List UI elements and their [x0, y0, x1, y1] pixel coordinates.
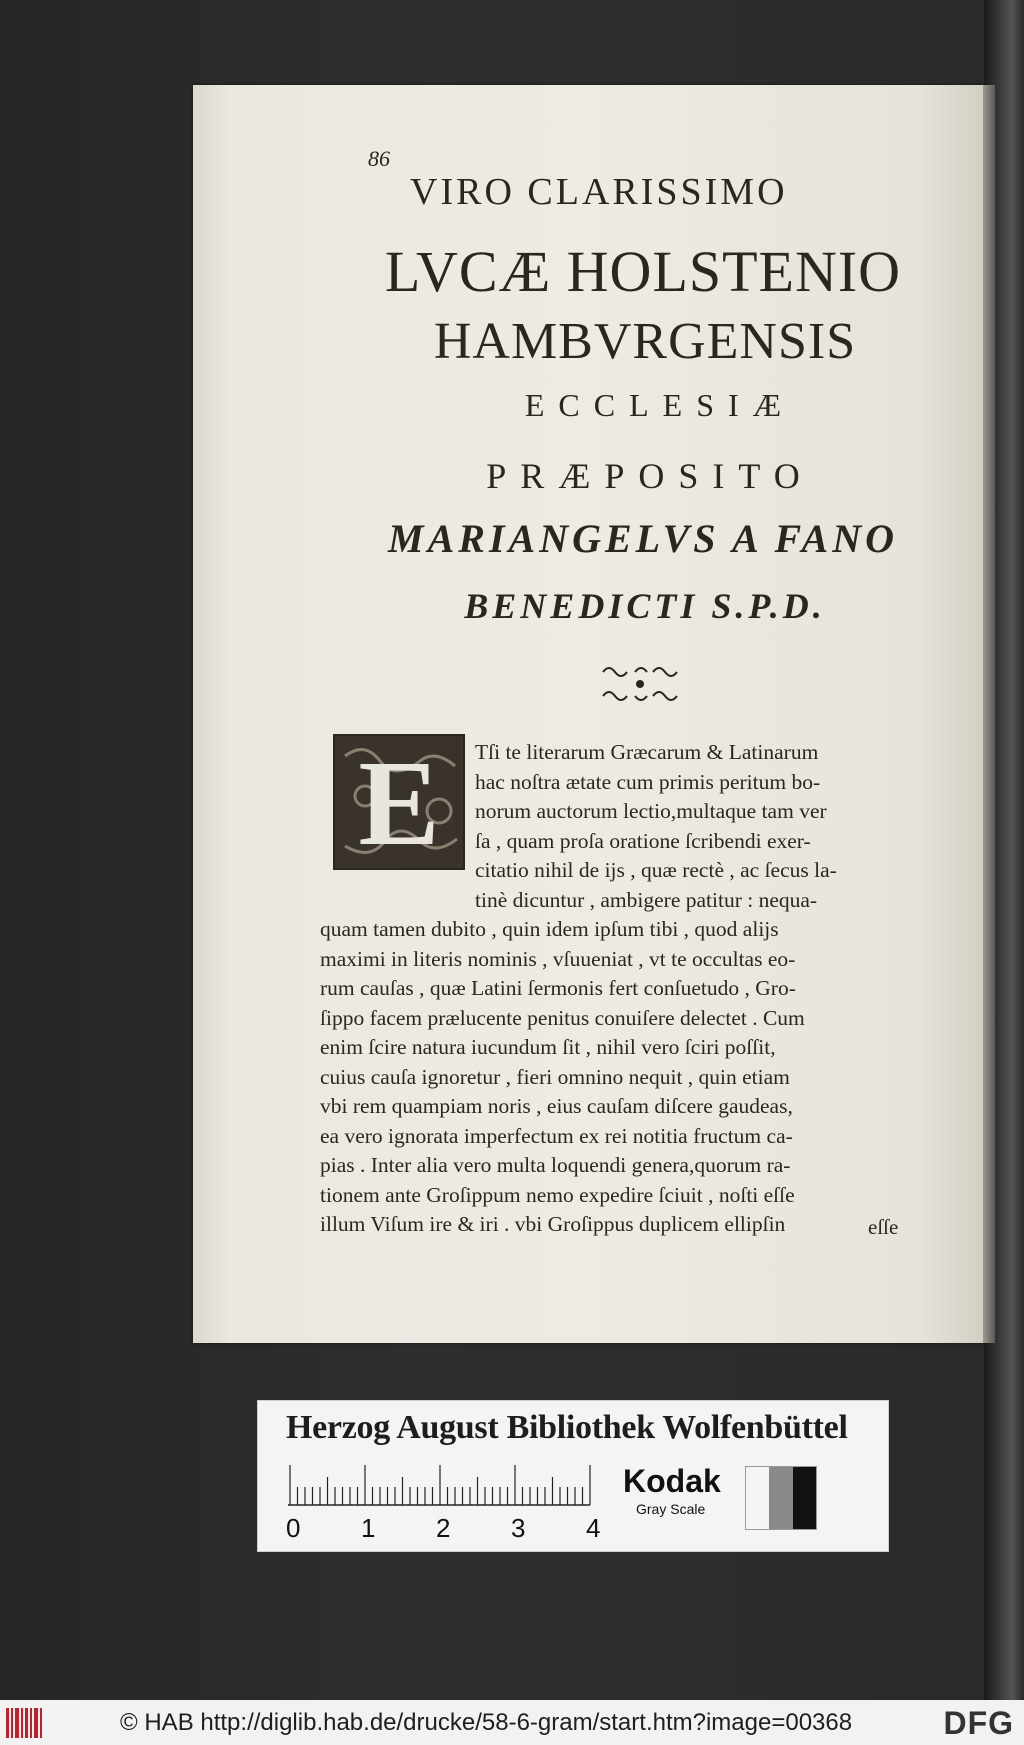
ornament-icon: [595, 662, 685, 706]
library-name: Herzog August Bibliothek Wolfenbüttel: [286, 1409, 848, 1446]
gray-scale-label: Gray Scale: [636, 1501, 706, 1517]
ruler-number: 1: [361, 1513, 376, 1543]
heading-line-4: ECCLESIÆ: [524, 387, 796, 423]
body-line: pias . Inter alia vero multa loquendi genera,quorum ra-: [320, 1153, 791, 1177]
page-number: 86: [368, 146, 390, 171]
body-line: ſa , quam proſa oratione ſcribendi exer-: [475, 828, 811, 853]
copyright-link[interactable]: © HAB http://diglib.hab.de/drucke/58-6-gram/start.htm?image=00368: [120, 1709, 853, 1736]
ruler-number: 2: [436, 1513, 451, 1543]
gray-patch-white: [746, 1467, 769, 1529]
ruler-number: 0: [286, 1513, 301, 1543]
body-line: rum cauſas , quæ Latini ſermonis fert conſuetudo , Gro-: [320, 976, 796, 1000]
gray-patches: [745, 1466, 817, 1530]
body-line: maximi in literis nominis , vſuueniat , vt te occultas eo-: [320, 946, 796, 971]
barcode-icon: [6, 1708, 46, 1738]
body-line: illum Viſum ire & iri . vbi Groſippus duplicem ellipſin: [320, 1212, 786, 1236]
body-line: cuius cauſa ignoretur , fieri omnino nequit , quin etiam: [320, 1064, 790, 1089]
footer-bar: [0, 1700, 1024, 1745]
body-line: norum auctorum lectio,multaque tam ver: [475, 799, 827, 823]
gray-patch-black: [793, 1467, 816, 1529]
catchword: eſſe: [868, 1215, 899, 1239]
heading-line-2: LVCÆ HOLSTENIO: [384, 239, 902, 304]
heading-line-3: HAMBVRGENSIS: [433, 313, 857, 370]
body-text: [320, 738, 945, 1240]
color-scale-card: [257, 1400, 889, 1552]
body-line: tionem ante Groſippum nemo expedire ſciuit , noſti eſſe: [320, 1182, 795, 1207]
heading-line-5: PRÆPOSITO: [486, 456, 814, 496]
kodak-logo: Kodak: [623, 1463, 721, 1499]
dfg-logo: DFG: [943, 1705, 1014, 1741]
page-gutter: [983, 85, 995, 1343]
body-line: vbi rem quampiam noris , eius cauſam diſcere gaudeas,: [320, 1094, 793, 1118]
heading-line-1: VIRO CLARISSIMO: [410, 171, 788, 213]
heading-line-6: MARIANGELVS A FANO: [388, 516, 898, 561]
body-line: tinè dicuntur , ambigere patitur : nequa-: [475, 887, 818, 912]
ruler-number: 3: [511, 1513, 526, 1543]
body-line: enim ſcire natura iucundum ſit , nihil vero ſciri poſſit,: [320, 1035, 776, 1059]
body-line: hac noſtra ætate cum primis peritum bo-: [475, 769, 821, 794]
gray-patch-mid: [769, 1467, 792, 1529]
ruler-icon: [288, 1465, 598, 1509]
body-line: quam tamen dubito , quin idem ipſum tibi , quod alijs: [320, 917, 779, 941]
body-line: citatio nihil de ijs , quæ rectè , ac ſecus la-: [475, 858, 837, 882]
heading-line-7: BENEDICTI S.P.D.: [464, 586, 826, 626]
body-line: ea vero ignorata imperfectum ex rei notitia fructum ca-: [320, 1123, 793, 1148]
body-line: Tſi te literarum Græcarum & Latinarum: [475, 740, 819, 764]
body-line: ſippo facem prælucente penitus conuiſere delectet . Cum: [320, 1005, 805, 1030]
ruler-numbers: [286, 1513, 616, 1547]
ruler-number: 4: [586, 1513, 601, 1543]
initial-letter: E: [358, 736, 440, 870]
